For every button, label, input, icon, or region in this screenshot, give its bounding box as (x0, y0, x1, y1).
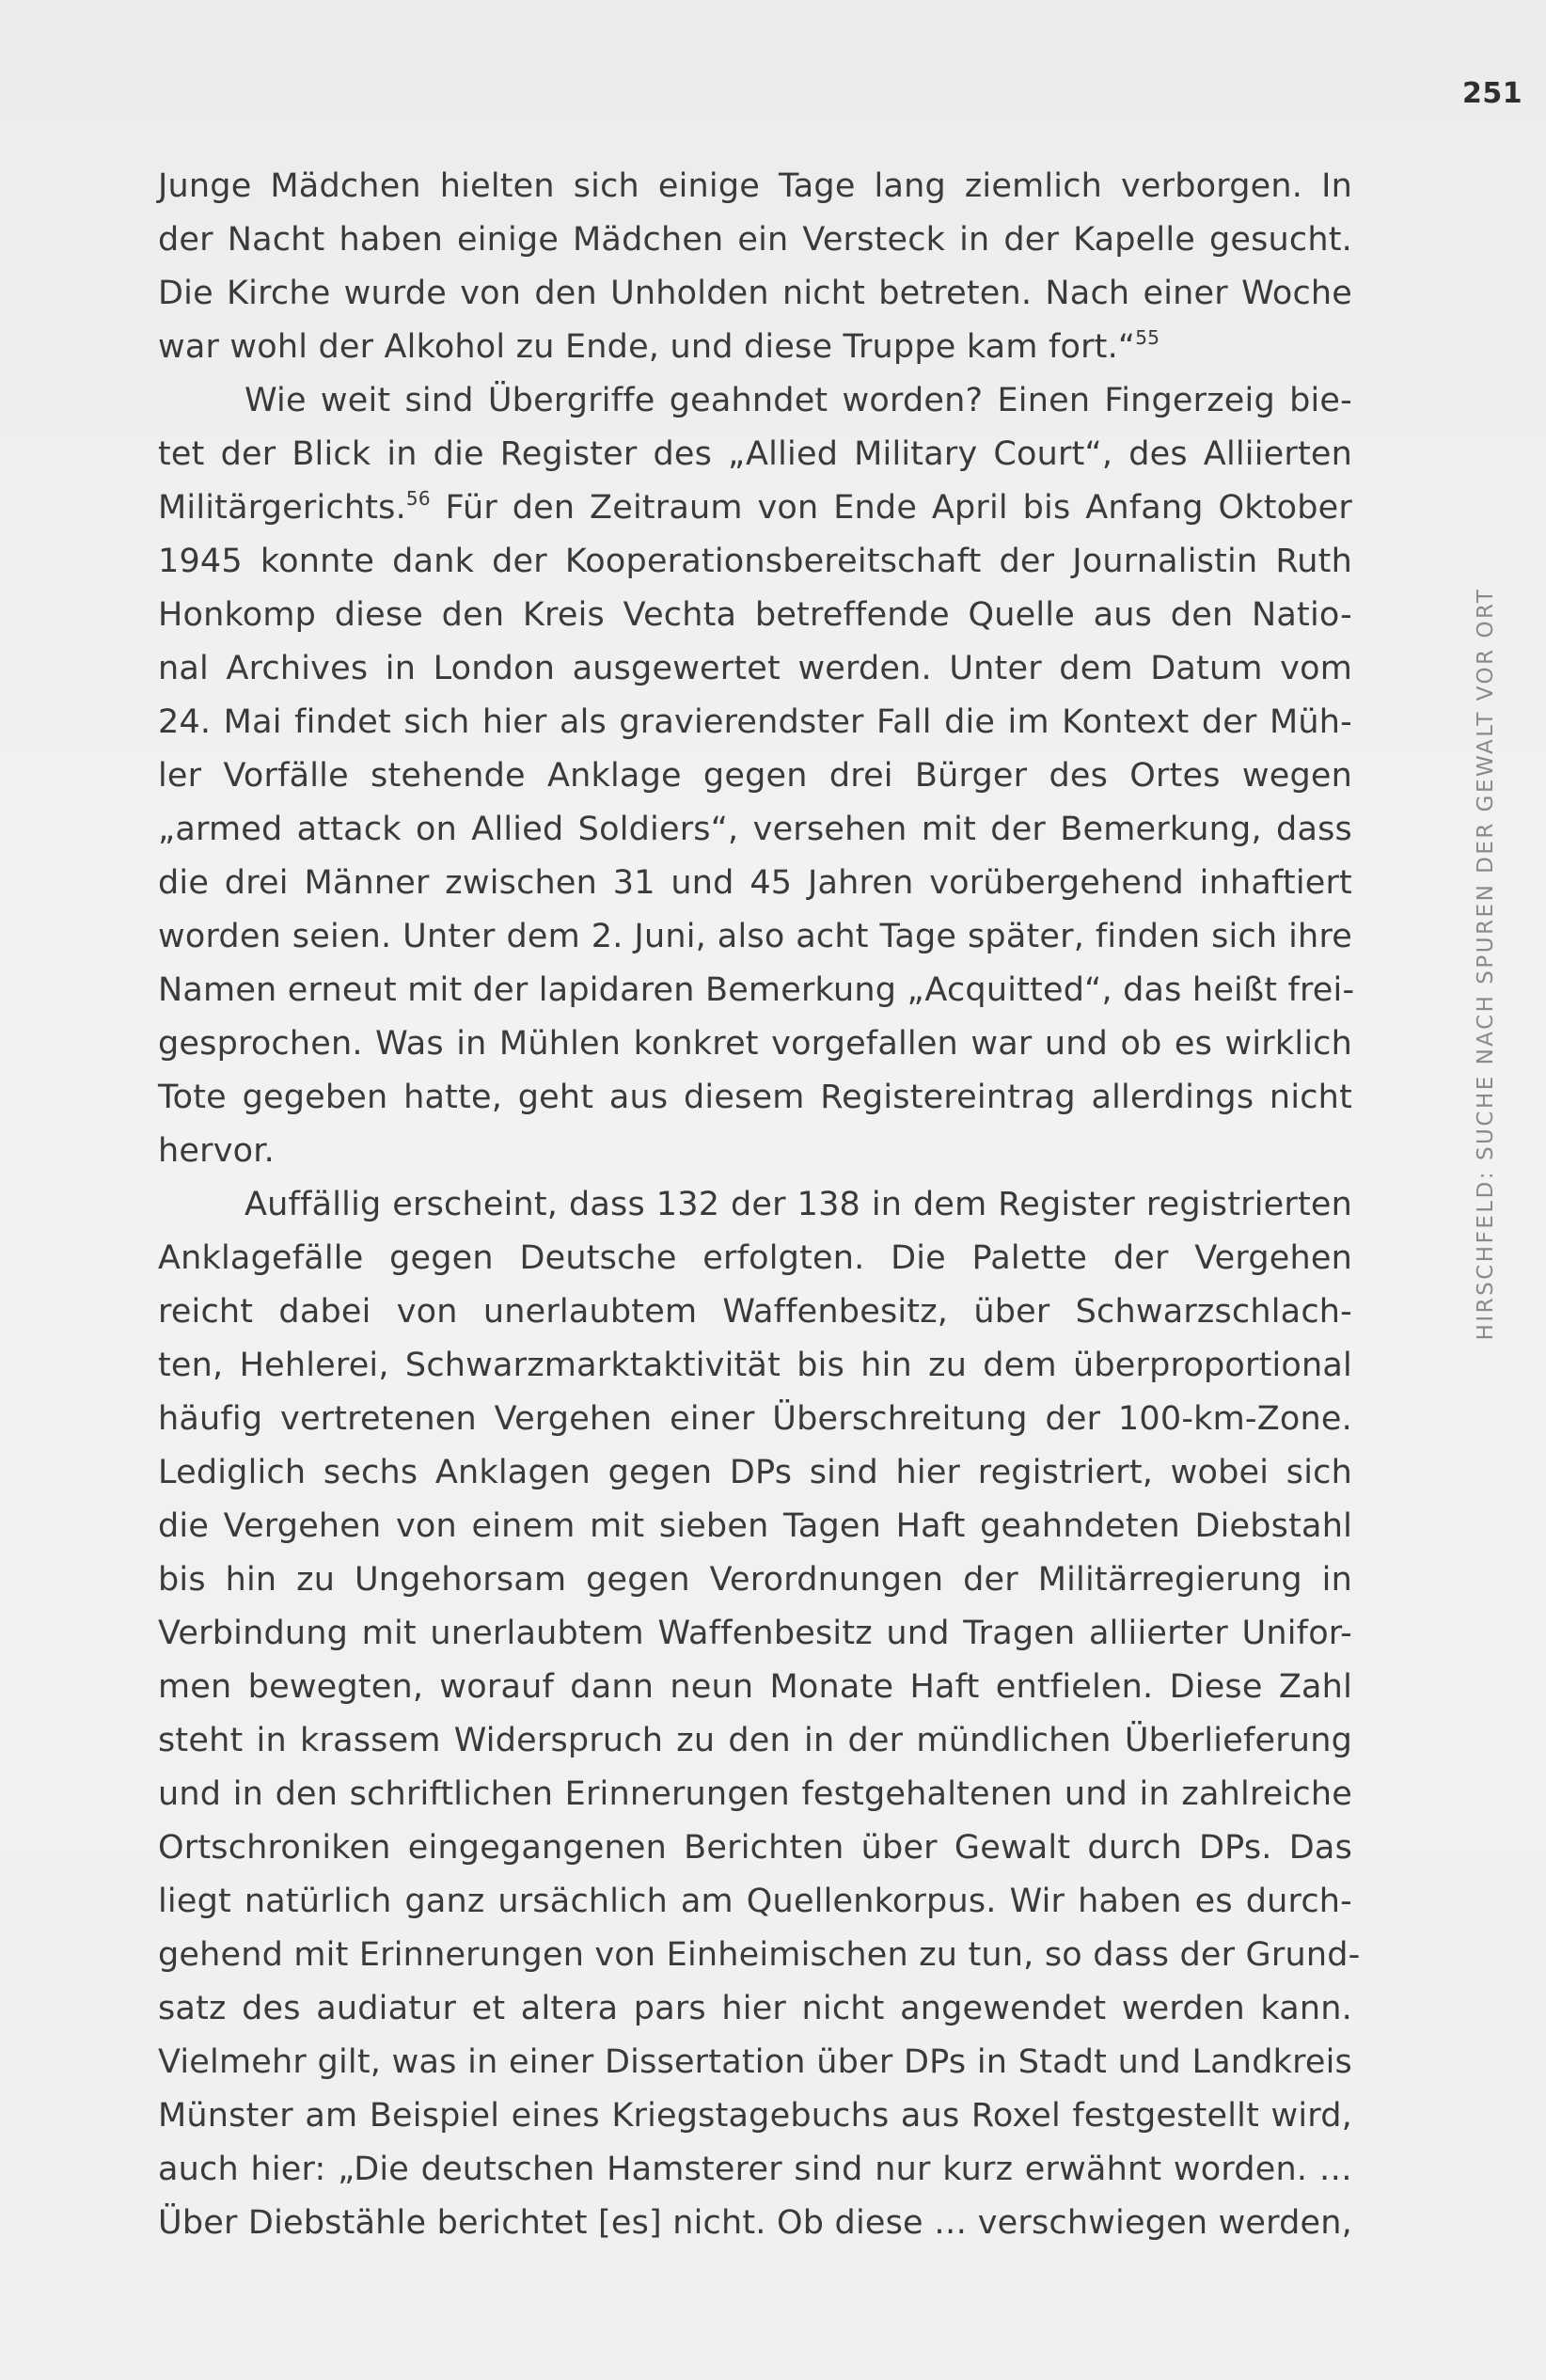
text-line (158, 267, 1352, 321)
text-line (158, 1661, 1352, 1714)
page-number: 251 (1462, 77, 1523, 110)
text-line-content: Tote gegeben hatte, geht aus diesem Registereintrag allerdings nicht (158, 1079, 1352, 1116)
text-line (158, 1017, 1352, 1071)
text-line (158, 910, 1352, 964)
text-line (158, 1607, 1352, 1661)
text-line (158, 1929, 1361, 1982)
text-line-content: Münster am Beispiel eines Kriegstagebuchs aus Roxel festgestellt wird, (158, 2097, 1352, 2135)
body-text (158, 160, 1361, 2250)
text-line-content: 1945 konnte dank der Kooperationsbereitschaft der Journalistin Ruth (158, 543, 1352, 580)
text-line (158, 1071, 1352, 1125)
text-line-content: Wie weit sind Übergriffe geahndet worden? Einen Fingerzeig bie- (245, 382, 1352, 419)
text-line-content: Verbindung mit unerlaubtem Waffenbesitz und Tragen alliierter Unifor- (158, 1615, 1352, 1652)
text-line-content: hervor. (158, 1132, 275, 1170)
text-line (158, 803, 1352, 857)
text-line (158, 1232, 1352, 1285)
text-line-content: tet der Blick in die Register des „Allied Military Court“, des Alliierten (158, 435, 1352, 473)
text-line-content: 24. Mai findet sich hier als gravierendster Fall die im Kontext der Müh- (158, 703, 1352, 741)
text-line (158, 1553, 1352, 1607)
text-line (158, 696, 1352, 749)
text-line (158, 1500, 1352, 1553)
text-line (158, 2143, 1352, 2197)
text-line (158, 857, 1352, 910)
text-line-content: die drei Männer zwischen 31 und 45 Jahren vorübergehend inhaftiert (158, 864, 1352, 902)
text-line (158, 374, 1352, 428)
text-line (158, 1821, 1352, 1875)
text-line (158, 2036, 1352, 2089)
running-head: HIRSCHFELD: SUCHE NACH SPUREN DER GEWALT VOR ORT (1474, 587, 1498, 1341)
text-line-content: steht in krassem Widerspruch zu den in der mündlichen Überlieferung (158, 1722, 1352, 1759)
text-line (158, 1714, 1352, 1768)
text-line-content: Lediglich sechs Anklagen gegen DPs sind hier registriert, wobei sich (158, 1454, 1352, 1491)
text-line-content: Über Diebstähle berichtet [es] nicht. Ob diese … verschwiegen werden, (158, 2204, 1352, 2242)
text-line (158, 2089, 1352, 2143)
text-line (158, 535, 1352, 589)
text-line (158, 1178, 1352, 1232)
text-line-content: worden seien. Unter dem 2. Juni, also acht Tage später, finden sich ihre (158, 918, 1352, 955)
text-line (158, 1339, 1352, 1393)
text-line-content: Militärgerichts. (158, 489, 406, 527)
footnote-marker[interactable]: 56 (405, 487, 431, 510)
text-line (158, 749, 1352, 803)
text-line (158, 1982, 1352, 2036)
text-line (158, 589, 1352, 642)
text-line (158, 1875, 1352, 1929)
text-line-content: Junge Mädchen hielten sich einige Tage lang ziemlich verborgen. In (158, 167, 1352, 205)
text-line-content: ler Vorfälle stehende Anklage gegen drei Bürger des Ortes wegen (158, 757, 1352, 795)
text-line-content: und in den schriftlichen Erinnerungen festgehaltenen und in zahlreiche (158, 1775, 1352, 1813)
text-line-content: bis hin zu Ungehorsam gegen Verordnungen der Militärregierung in (158, 1561, 1352, 1599)
text-line-content: die Vergehen von einem mit sieben Tagen Haft geahndeten Diebstahl (158, 1507, 1352, 1545)
text-line-content: Ortschroniken eingegangenen Berichten über Gewalt durch DPs. Das (158, 1829, 1352, 1867)
text-line-content: liegt natürlich ganz ursächlich am Quellenkorpus. Wir haben es durch- (158, 1883, 1352, 1920)
text-line (158, 1446, 1352, 1500)
text-line-content: Vielmehr gilt, was in einer Dissertation über DPs in Stadt und Landkreis (158, 2043, 1352, 2081)
text-line-content: häufig vertretenen Vergehen einer Überschreitung der 100-km-Zone. (158, 1400, 1352, 1438)
text-line-content: der Nacht haben einige Mädchen ein Versteck in der Kapelle gesucht. (158, 221, 1352, 259)
text-line-content: war wohl der Alkohol zu Ende, und diese Truppe kam fort.“ (158, 328, 1136, 366)
text-line (158, 321, 1352, 374)
text-line-content: Auffällig erscheint, dass 132 der 138 in dem Register registrierten (245, 1186, 1352, 1223)
text-line (158, 213, 1352, 267)
text-line-content: satz des audiatur et altera pars hier nicht angewendet werden kann. (158, 1990, 1352, 2027)
text-line (158, 964, 1355, 1017)
text-line-continuation: Für den Zeitraum von Ende April bis Anfang Oktober (430, 489, 1352, 527)
text-line-content: Honkomp diese den Kreis Vechta betreffende Quelle aus den Natio- (158, 596, 1352, 634)
text-line-content: nal Archives in London ausgewertet werden. Unter dem Datum vom (158, 650, 1352, 687)
text-line-content: gesprochen. Was in Mühlen konkret vorgefallen war und ob es wirklich (158, 1025, 1352, 1063)
text-line-content: Anklagefälle gegen Deutsche erfolgten. Die Palette der Vergehen (158, 1239, 1352, 1277)
text-line-content: ten, Hehlerei, Schwarzmarktaktivität bis hin zu dem überproportional (158, 1347, 1352, 1384)
text-line (158, 481, 1352, 535)
text-line-content: gehend mit Erinnerungen von Einheimischen zu tun, so dass der Grund- (158, 1936, 1361, 1974)
footnote-marker[interactable]: 55 (1135, 326, 1160, 349)
text-line (158, 1285, 1352, 1339)
text-line-content: Namen erneut mit der lapidaren Bemerkung „Acquitted“, das heißt frei- (158, 971, 1355, 1009)
text-line-content: auch hier: „Die deutschen Hamsterer sind nur kurz erwähnt worden. … (158, 2151, 1352, 2188)
text-line (158, 428, 1352, 481)
text-line (158, 1393, 1352, 1446)
text-line (158, 1125, 1352, 1178)
text-line (158, 2197, 1352, 2250)
text-line (158, 160, 1352, 213)
text-line (158, 1768, 1352, 1821)
text-line-content: men bewegten, worauf dann neun Monate Haft entfielen. Diese Zahl (158, 1668, 1352, 1706)
text-line-content: Die Kirche wurde von den Unholden nicht betreten. Nach einer Woche (158, 275, 1352, 312)
text-line (158, 642, 1352, 696)
text-line-content: reicht dabei von unerlaubtem Waffenbesitz, über Schwarzschlach- (158, 1293, 1352, 1331)
text-line-content: „armed attack on Allied Soldiers“, versehen mit der Bemerkung, dass (158, 811, 1352, 848)
